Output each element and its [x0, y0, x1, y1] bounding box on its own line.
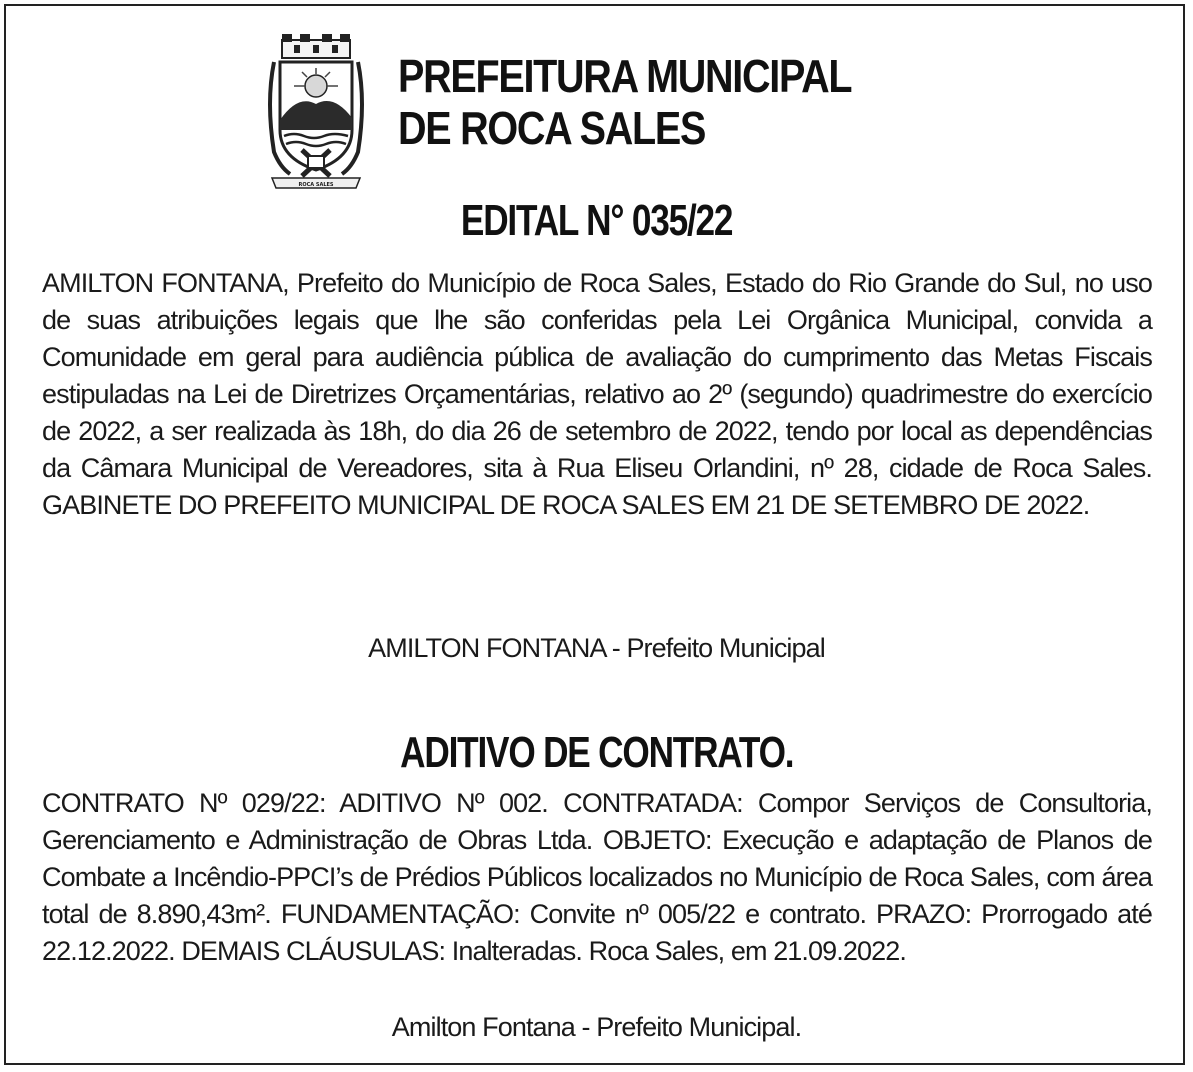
- organization-name: [398, 50, 851, 154]
- organization-name-line1: PREFEITURA MUNICIPAL: [398, 50, 852, 102]
- aditivo-signature: Amilton Fontana - Prefeito Municipal.: [391, 1012, 802, 1042]
- edital-body: AMILTON FONTANA, Prefeito do Município de Roca Sales, Estado do Rio Grande do Sul, no uso de suas atribuições legais que lhe são conferidas pela Lei Orgânica Municipal, convida a Comunidade em geral para audiência pública de avaliação do cumprimento das Metas Fiscais estipuladas na Lei de Diretrizes Orçamentárias, relativo ao 2º (segundo) quadrimestre do exercício de 2022, a ser realizada às 18h, do dia 26 de setembro de 2022, tendo por local as dependências da Câmara Municipal de Vereadores, sita à Rua Eliseu Orlandini, nº 28, cidade de Roca Sales. GABINETE DO PREFEITO MUNICIPAL DE ROCA SALES EM 21 DE SETEMBRO DE 2022.: [42, 268, 1152, 520]
- aditivo-title: ADITIVO DE CONTRATO.: [399, 728, 794, 777]
- edital-signature: AMILTON FONTANA - Prefeito Municipal: [368, 633, 825, 663]
- edital-title: EDITAL N° 035/22: [460, 196, 733, 245]
- municipal-coat-of-arms-icon: [264, 32, 368, 192]
- aditivo-body: CONTRATO Nº 029/22: ADITIVO Nº 002. CONTRATADA: Compor Serviços de Consultoria, Gerenciamento e Administração de Obras Ltda. OBJETO: Execução e adaptação de Planos de Combate a Incêndio-PPCI’s de Prédios Públicos localizados no Município de Roca Sales, com área total de 8.890,43m². FUNDAMENTAÇÃO: Convite nº 005/22 e contrato. PRAZO: Prorrogado até 22.12.2022. DEMAIS CLÁUSULAS: Inalteradas. Roca Sales, em 21.09.2022.: [42, 788, 1152, 966]
- crest-ribbon-text: ROCA SALES: [298, 182, 334, 188]
- notice-frame: [4, 4, 1185, 1065]
- header: [264, 32, 964, 202]
- organization-name-line2: DE ROCA SALES: [398, 102, 706, 154]
